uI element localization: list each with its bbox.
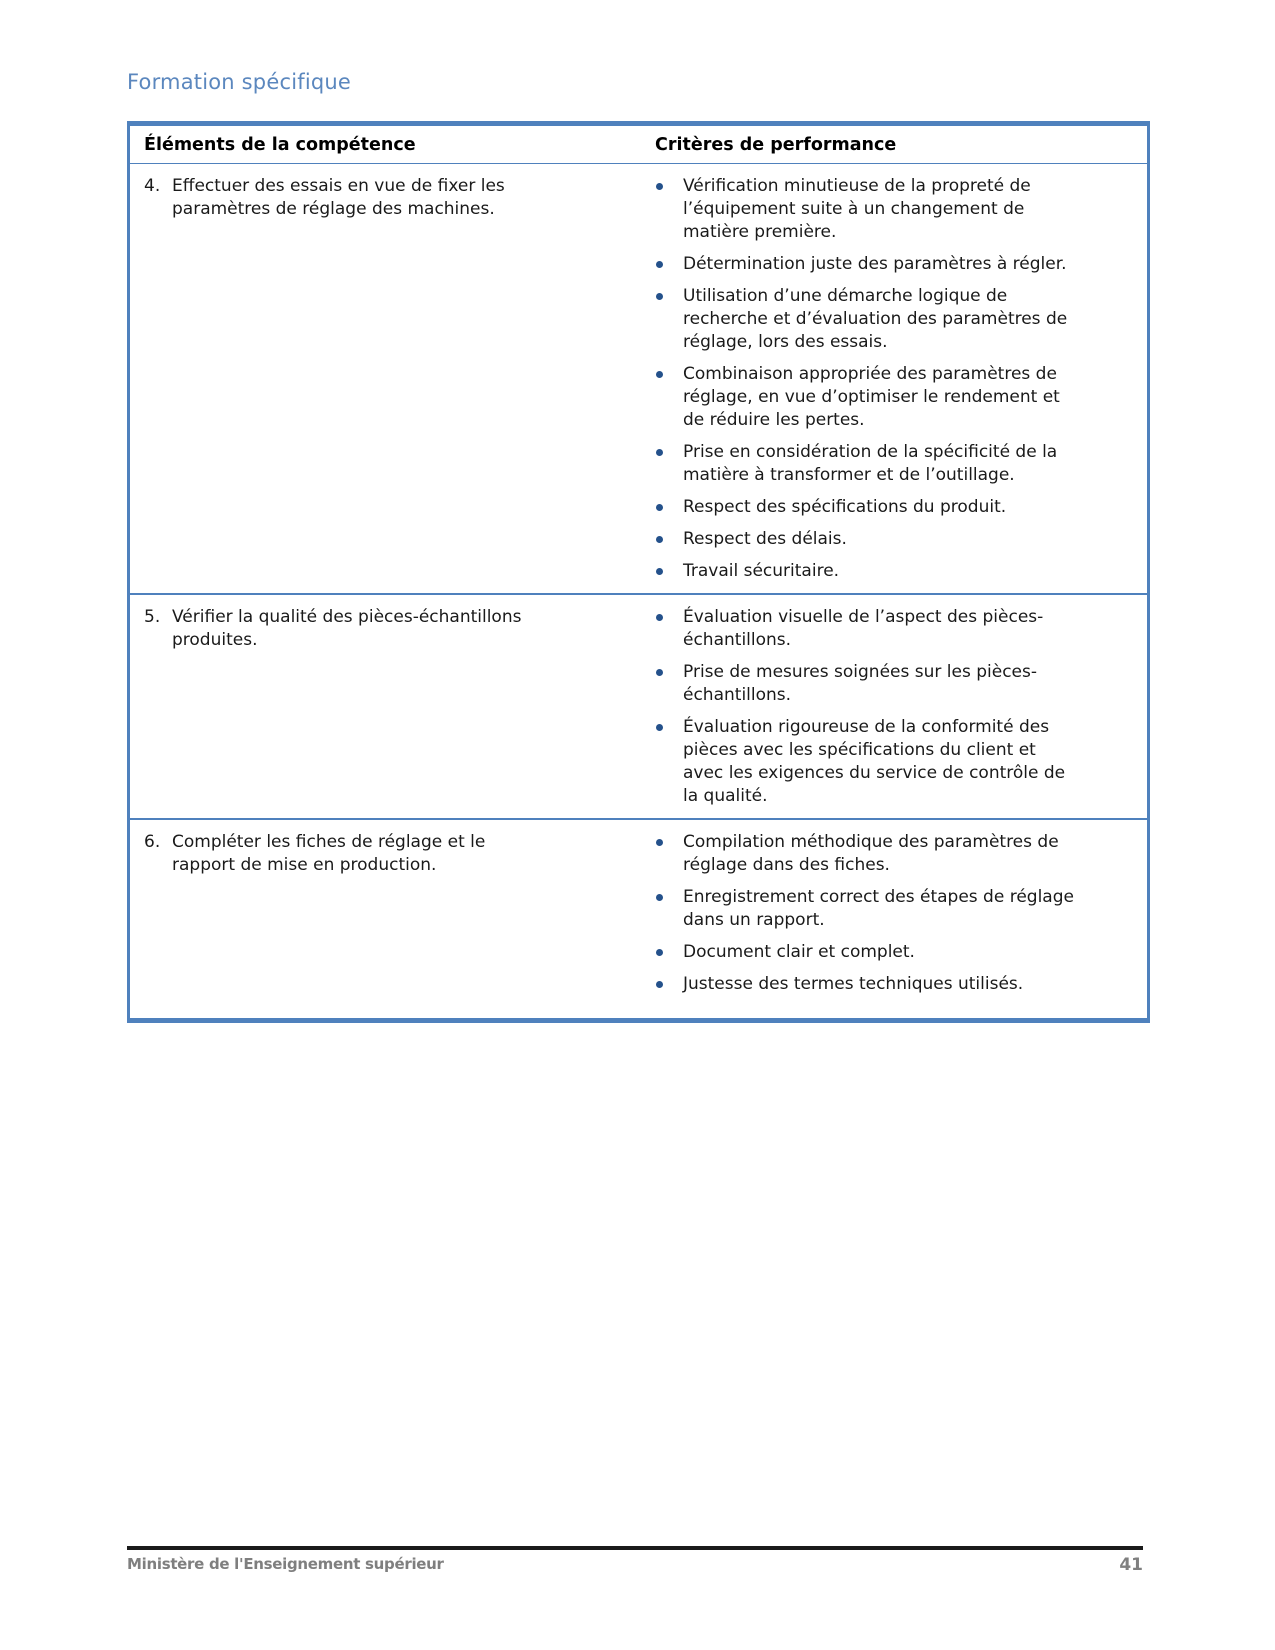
bullet-icon	[656, 894, 663, 901]
criteria-cell	[649, 164, 1147, 593]
criteria-list	[655, 175, 1139, 583]
bullet-icon	[656, 183, 663, 190]
element-number: 6.	[144, 832, 161, 852]
bullet-icon	[656, 371, 663, 378]
criteria-list	[655, 831, 1139, 996]
element-text: Effectuer des essais en vue de fixer les paramètres de réglage des machines.	[172, 176, 505, 219]
criterion-item	[655, 175, 1139, 244]
criterion-text: Enregistrement correct des étapes de réglage dans un rapport.	[683, 887, 1074, 930]
criterion-item	[655, 441, 1139, 487]
footer-page-number: 41	[1119, 1555, 1143, 1575]
element-item	[144, 606, 641, 652]
bullet-icon	[656, 981, 663, 988]
criterion-text: Prise en considération de la spécificité de la matière à transformer et de l’outillage.	[683, 442, 1058, 485]
criterion-text: Détermination juste des paramètres à régler.	[683, 254, 1067, 274]
bullet-icon	[656, 949, 663, 956]
column-header-criteria: Critères de performance	[655, 135, 897, 155]
criterion-item	[655, 886, 1139, 932]
criterion-item	[655, 661, 1139, 707]
criterion-text: Évaluation visuelle de l’aspect des pièces-échantillons.	[683, 607, 1044, 650]
criterion-item	[655, 253, 1139, 276]
criterion-item	[655, 363, 1139, 432]
criterion-item	[655, 496, 1139, 519]
bullet-icon	[656, 614, 663, 621]
criterion-text: Évaluation rigoureuse de la conformité des pièces avec les spécifications du client et avec les exigences du service de contrôle de la qualité.	[683, 717, 1066, 806]
criterion-item	[655, 285, 1139, 354]
criterion-text: Vérification minutieuse de la propreté de l’équipement suite à un changement de matière première.	[683, 176, 1031, 242]
table-row	[130, 593, 1147, 818]
bullet-icon	[656, 839, 663, 846]
bullet-icon	[656, 449, 663, 456]
criterion-item	[655, 941, 1139, 964]
bullet-icon	[656, 568, 663, 575]
table-header-row	[130, 126, 1147, 164]
element-cell	[130, 595, 649, 818]
element-item	[144, 831, 641, 877]
criteria-cell	[649, 595, 1147, 818]
bullet-icon	[656, 504, 663, 511]
column-header-elements: Éléments de la compétence	[144, 135, 416, 155]
criterion-text: Justesse des termes techniques utilisés.	[683, 974, 1024, 994]
table-row	[130, 164, 1147, 593]
page-footer	[127, 1546, 1143, 1575]
bullet-icon	[656, 293, 663, 300]
element-number: 4.	[144, 176, 161, 196]
criteria-cell	[649, 820, 1147, 1018]
bullet-icon	[656, 261, 663, 268]
criterion-text: Utilisation d’une démarche logique de recherche et d’évaluation des paramètres de réglage, lors des essais.	[683, 286, 1068, 352]
table-rows	[130, 164, 1147, 1018]
criterion-item	[655, 716, 1139, 808]
table-row	[130, 818, 1147, 1018]
bullet-icon	[656, 724, 663, 731]
criterion-text: Respect des spécifications du produit.	[683, 497, 1007, 517]
element-number: 5.	[144, 607, 161, 627]
competence-table	[127, 121, 1150, 1023]
criterion-text: Document clair et complet.	[683, 942, 915, 962]
criterion-text: Travail sécuritaire.	[683, 561, 840, 581]
criterion-text: Combinaison appropriée des paramètres de réglage, en vue d’optimiser le rendement et de réduire les pertes.	[683, 364, 1060, 430]
criterion-item	[655, 528, 1139, 551]
criterion-text: Prise de mesures soignées sur les pièces-échantillons.	[683, 662, 1037, 705]
element-cell	[130, 820, 649, 1018]
element-cell	[130, 164, 649, 593]
element-text: Compléter les fiches de réglage et le rapport de mise en production.	[172, 832, 486, 875]
criterion-item	[655, 973, 1139, 996]
footer-ministry-label: Ministère de l'Enseignement supérieur	[127, 1555, 444, 1573]
criterion-text: Compilation méthodique des paramètres de réglage dans des fiches.	[683, 832, 1059, 875]
criteria-list	[655, 606, 1139, 808]
element-item	[144, 175, 641, 221]
page-title: Formation spécifique	[127, 70, 352, 94]
bullet-icon	[656, 536, 663, 543]
criterion-item	[655, 831, 1139, 877]
criterion-item	[655, 560, 1139, 583]
bullet-icon	[656, 669, 663, 676]
criterion-item	[655, 606, 1139, 652]
criterion-text: Respect des délais.	[683, 529, 847, 549]
element-text: Vérifier la qualité des pièces-échantillons produites.	[172, 607, 522, 650]
